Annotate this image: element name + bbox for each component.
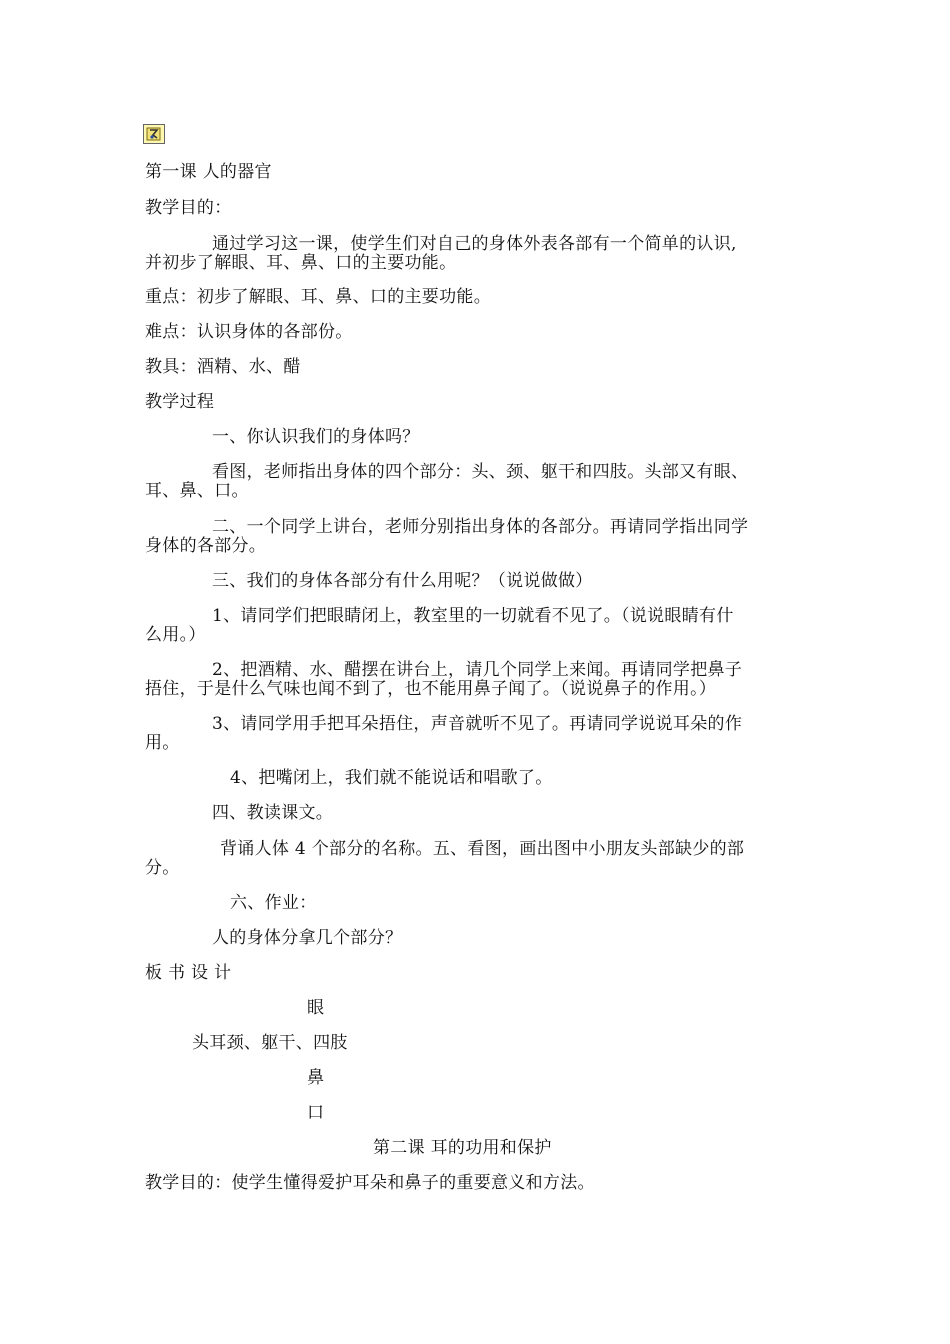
process-heading: 教学过程 — [145, 392, 215, 412]
lesson-2-goal: 教学目的：使学生懂得爱护耳朵和鼻子的重要意义和方法。 — [145, 1173, 595, 1193]
document-object-icon[interactable] — [143, 124, 165, 144]
homework: 人的身体分拿几个部分？ — [212, 928, 403, 948]
board-body-parts: 头耳颈、躯干、四肢 — [192, 1033, 348, 1053]
board-nose: 鼻 — [307, 1068, 325, 1088]
board-mouth: 口 — [307, 1103, 325, 1123]
lesson-title: 第一课 人的器官 — [145, 162, 272, 182]
step-2-line1: 二、一个同学上讲台，老师分别指出身体的各部分。再请同学指出同学 — [212, 517, 749, 537]
step-1: 一、你认识我们的身体吗？ — [212, 427, 420, 447]
goal-text-line2: 并初步了解眼、耳、鼻、口的主要功能。 — [145, 253, 457, 273]
teaching-goal-heading: 教学目的： — [145, 198, 232, 218]
step-3: 三、我们的身体各部分有什么用呢？（说说做做） — [212, 571, 593, 591]
step-1-detail-line2: 耳、鼻、口。 — [145, 481, 249, 501]
step-3-1-line1: 1、请同学们把眼睛闭上，教室里的一切就看不见了。（说说眼睛有什 — [212, 606, 734, 626]
step-6: 六、作业： — [230, 893, 317, 913]
difficulty: 难点：认识身体的各部份。 — [145, 322, 353, 342]
step-4: 四、教读课文。 — [212, 803, 334, 823]
goal-text-line1: 通过学习这一课，使学生们对自己的身体外表各部有一个简单的认识, — [212, 234, 737, 254]
lesson-2-title: 第二课 耳的功用和保护 — [373, 1138, 552, 1158]
board-design-heading: 板 书 设 计 — [145, 963, 232, 983]
step-3-3-line2: 用。 — [145, 733, 180, 753]
teaching-tools: 教具：酒精、水、醋 — [145, 357, 301, 377]
step-3-2-line2: 捂住，于是什么气味也闻不到了，也不能用鼻子闻了。（说说鼻子的作用。） — [145, 679, 717, 699]
step-1-detail-line1: 看图，老师指出身体的四个部分：头、颈、躯干和四肢。头部又有眼、 — [212, 462, 749, 482]
step-3-3-line1: 3、请同学用手把耳朵捂住，声音就听不见了。再请同学说说耳朵的作 — [212, 714, 743, 734]
step-2-line2: 身体的各部分。 — [145, 536, 267, 556]
step-3-4: 4、把嘴闭上，我们就不能说话和唱歌了。 — [230, 768, 553, 788]
board-eye: 眼 — [307, 998, 325, 1018]
step-5-line2: 分。 — [145, 858, 180, 878]
step-5-line1: 背诵人体 4 个部分的名称。五、看图，画出图中小朋友头部缺少的部 — [220, 839, 745, 859]
step-3-2-line1: 2、把酒精、水、醋摆在讲台上，请几个同学上来闻。再请同学把鼻子 — [212, 660, 743, 680]
step-3-1-line2: 么用。） — [145, 625, 206, 645]
key-point: 重点：初步了解眼、耳、鼻、口的主要功能。 — [145, 287, 491, 307]
